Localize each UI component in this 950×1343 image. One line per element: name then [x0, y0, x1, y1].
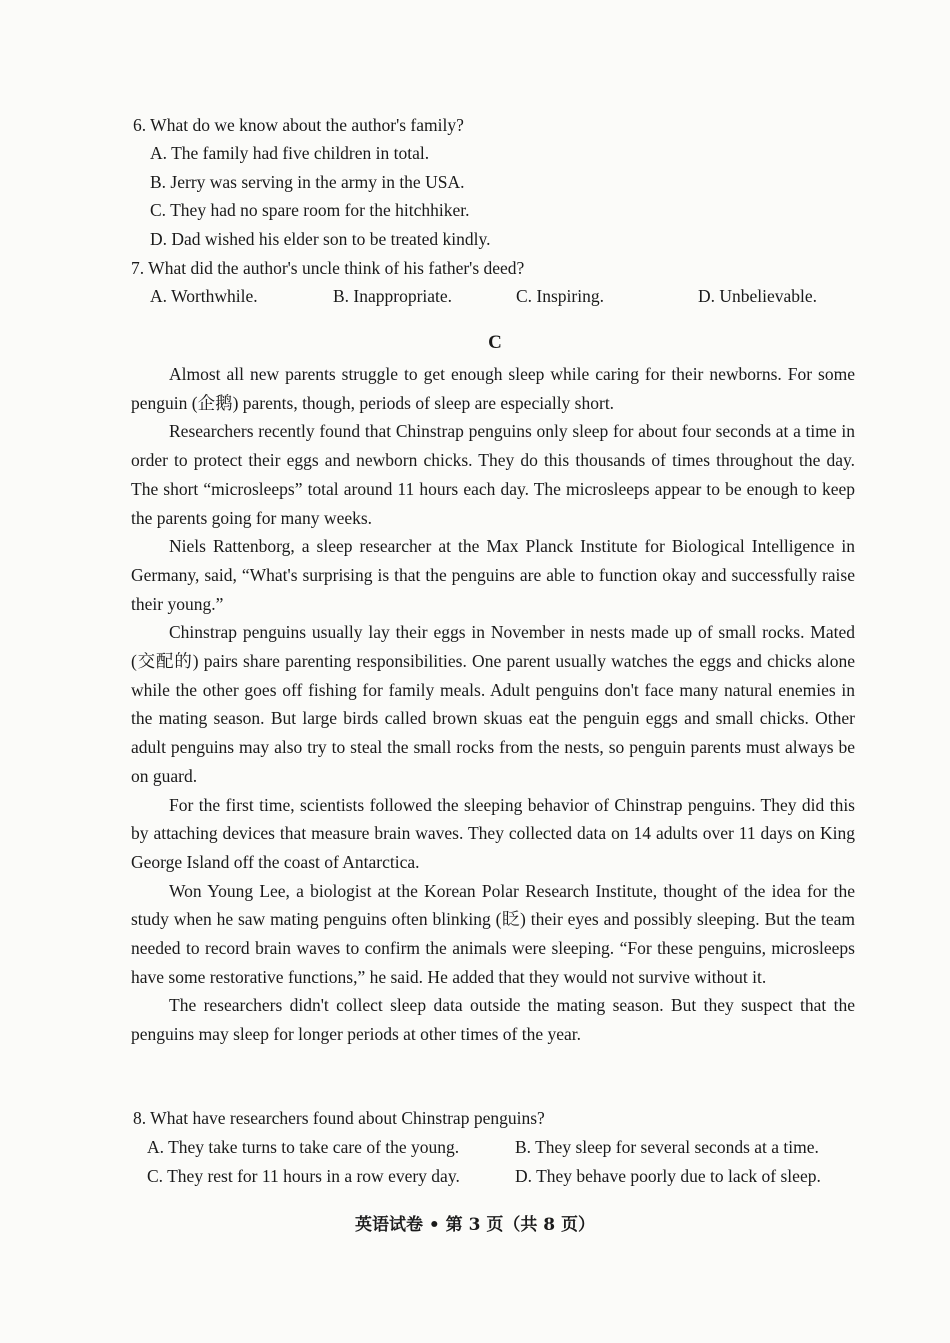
paragraph: Researchers recently found that Chinstrap penguins only sleep for about four seconds at a time in order to protect their eggs and newborn chicks. They do this thousands of times throughout the day. The short “microsleeps” total around 11 hours each day. The microsleeps appear to be enough to keep the parents going for many weeks.	[131, 421, 855, 528]
paragraph: Chinstrap penguins usually lay their eggs in November in nests made up of small rocks. Mated (交配的) pairs share parenting responsibilities. One parent usually watches the eggs and chicks alone while the other goes off fishing for family meals. Adult penguins don't face many natural enemies in the mating season. But large birds called brown skuas eat the penguin eggs and small chicks. Other adult penguins may also try to steal the small rocks from the nests, so penguin parents must always be on guard.	[131, 622, 855, 786]
q6-option-a: A. The family had five children in total.	[150, 143, 430, 163]
q8-stem: 8. What have researchers found about Chinstrap penguins?	[133, 1108, 545, 1128]
q7-option-a: A. Worthwhile.	[150, 286, 258, 306]
q7-option-c: C. Inspiring.	[516, 286, 604, 306]
q7-option-d: D. Unbelievable.	[698, 286, 818, 306]
section-heading: C	[488, 332, 502, 353]
q7-option-b: B. Inappropriate.	[333, 286, 453, 306]
paragraph: For the first time, scientists followed the sleeping behavior of Chinstrap penguins. They did this by attaching devices that measure brain waves. They collected data on 14 adults over 11 days on King George Island off the coast of Antarctica.	[131, 794, 855, 872]
q8-option-d: D. They behave poorly due to lack of sleep.	[515, 1166, 821, 1186]
q6-option-c: C. They had no spare room for the hitchhiker.	[150, 200, 470, 220]
q6-option-b: B. Jerry was serving in the army in the USA.	[150, 172, 465, 192]
paragraph: The researchers didn't collect sleep data outside the mating season. But they suspect that the penguins may sleep for longer periods at other times of the year.	[131, 995, 855, 1045]
paragraph: Niels Rattenborg, a sleep researcher at the Max Planck Institute for Biological Intelligence in Germany, said, “What's surprising is that the penguins are able to function okay and successfully raise their young.”	[131, 536, 855, 614]
passage	[131, 360, 855, 1049]
paragraph: Won Young Lee, a biologist at the Korean Polar Research Institute, thought of the idea for the study when he saw mating penguins often blinking (眨) their eyes and possibly sleeping. But the team needed to record brain waves to confirm the animals were sleeping. “For these penguins, microsleeps have some restorative functions,” he said. He added that they would not survive without it.	[131, 880, 855, 987]
page-footer: 英语试卷 • 第 3 页（共 8 页）	[354, 1215, 596, 1235]
q8-option-c: C. They rest for 11 hours in a row every day.	[147, 1166, 460, 1186]
q6-option-d: D. Dad wished his elder son to be treated kindly.	[150, 229, 491, 249]
q6-stem: 6. What do we know about the author's family?	[133, 115, 464, 135]
q7-stem: 7. What did the author's uncle think of his father's deed?	[131, 258, 525, 278]
q8-option-b: B. They sleep for several seconds at a time.	[515, 1137, 819, 1157]
paragraph: Almost all new parents struggle to get enough sleep while caring for their newborns. For some penguin (企鹅) parents, though, periods of sleep are especially short.	[131, 364, 855, 413]
q8-option-a: A. They take turns to take care of the young.	[147, 1137, 460, 1157]
